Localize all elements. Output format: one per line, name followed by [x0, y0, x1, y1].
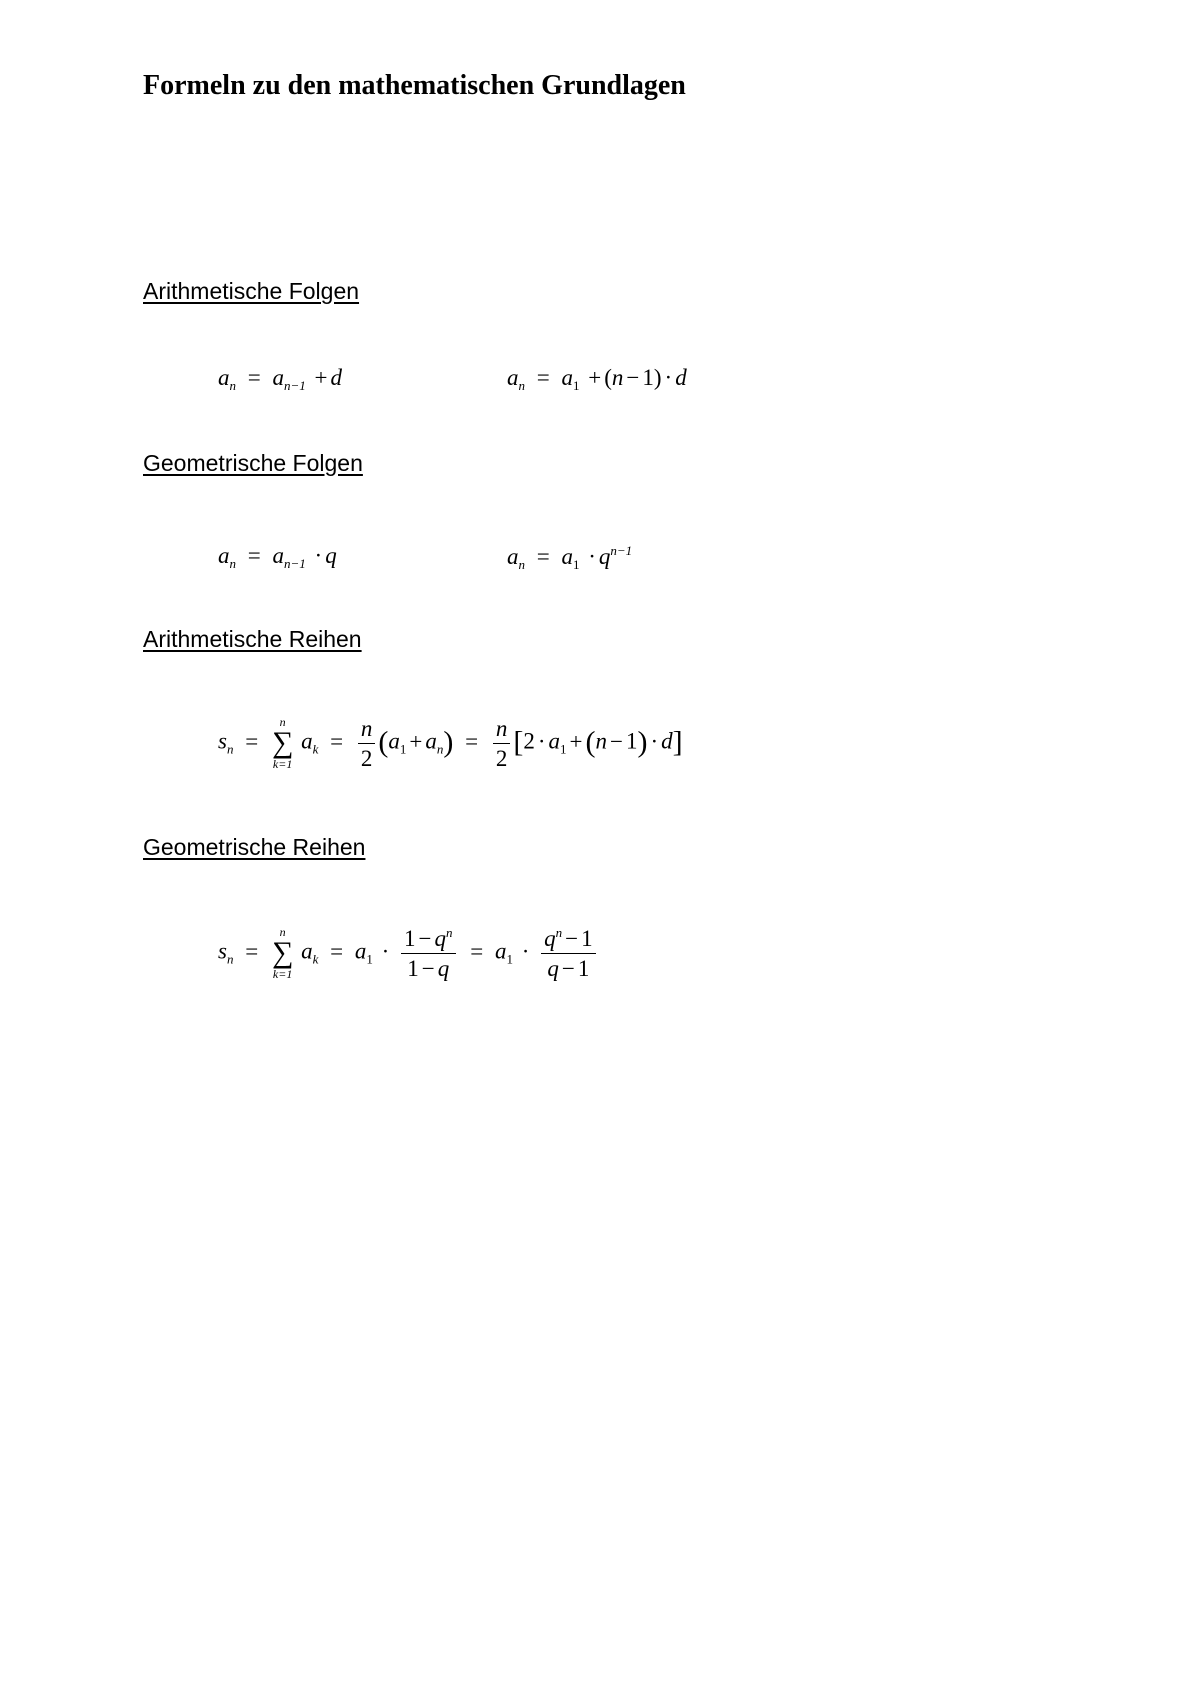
formula-arith-explicit: $a_n = a_1 + (n - 1) \cdot d$	[507, 365, 687, 393]
formula-geom-recursive: $a_n = a_{n-1} \cdot q$	[218, 543, 337, 571]
summation-symbol: n ∑ k=1	[271, 715, 294, 771]
page-title: Formeln zu den mathematischen Grundlagen	[143, 70, 686, 101]
heading-arithmetische-reihen: Arithmetische Reihen	[143, 626, 362, 652]
formula-arith-recursive: $a_n = a_{n-1} + d$	[218, 365, 342, 393]
heading-geometrische-folgen: Geometrische Folgen	[143, 450, 363, 476]
heading-geometrische-reihen: Geometrische Reihen	[143, 834, 366, 860]
heading-arithmetische-folgen: Arithmetische Folgen	[143, 278, 360, 304]
formula-geom-explicit: $a_n = a_1 \cdot q^{n-1}$	[507, 543, 633, 572]
summation-symbol: n ∑ k=1	[271, 925, 294, 981]
formula-arith-series: $s_n$ = n ∑ k=1 $a_k$ = $\frac{n}{2}$ $(a_1 + a_n)$ = $\frac{n}{2}$ $[2 \cdot a_1 + (n - 1) \cdot d]$	[218, 715, 683, 771]
formula-geom-series: $s_n$ = n ∑ k=1 $a_k = a_1$ · $\frac{1 - q^n}{1 - q}$ = $a_1$ · $\frac{q^n - 1}{q - 1}$	[218, 926, 599, 981]
